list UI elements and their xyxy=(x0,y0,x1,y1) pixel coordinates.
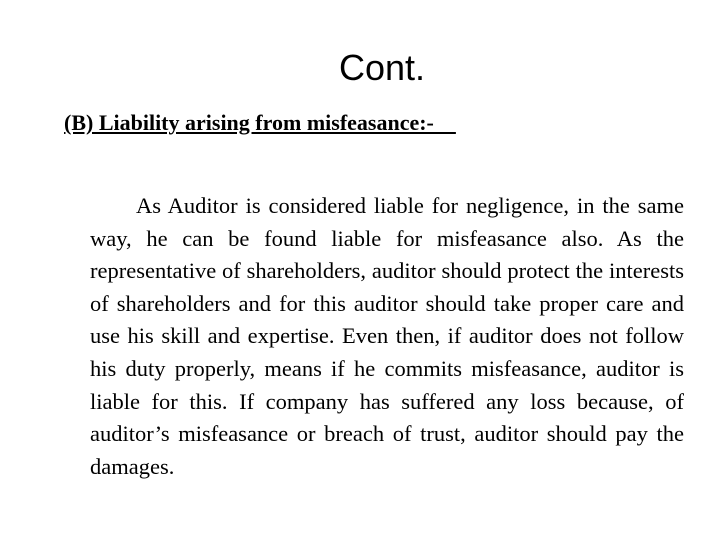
section-heading: (B) Liability arising from misfeasance:- xyxy=(64,110,456,135)
slide-title: Cont. xyxy=(338,47,426,88)
body-paragraph: As Auditor is considered liable for negligence, in the same way, he can be found liable for misfeasance also. As the representative of shareholders, auditor should protect the interests of shareholders and for this auditor should take proper care and use his skill and expertise. Even then, if auditor does not follow his duty properly, means if he commits misfeasance, auditor is liable for this. If company has suffered any loss because, of auditor’s misfeasance or breach of trust, auditor should pay the damages. xyxy=(90,193,684,479)
